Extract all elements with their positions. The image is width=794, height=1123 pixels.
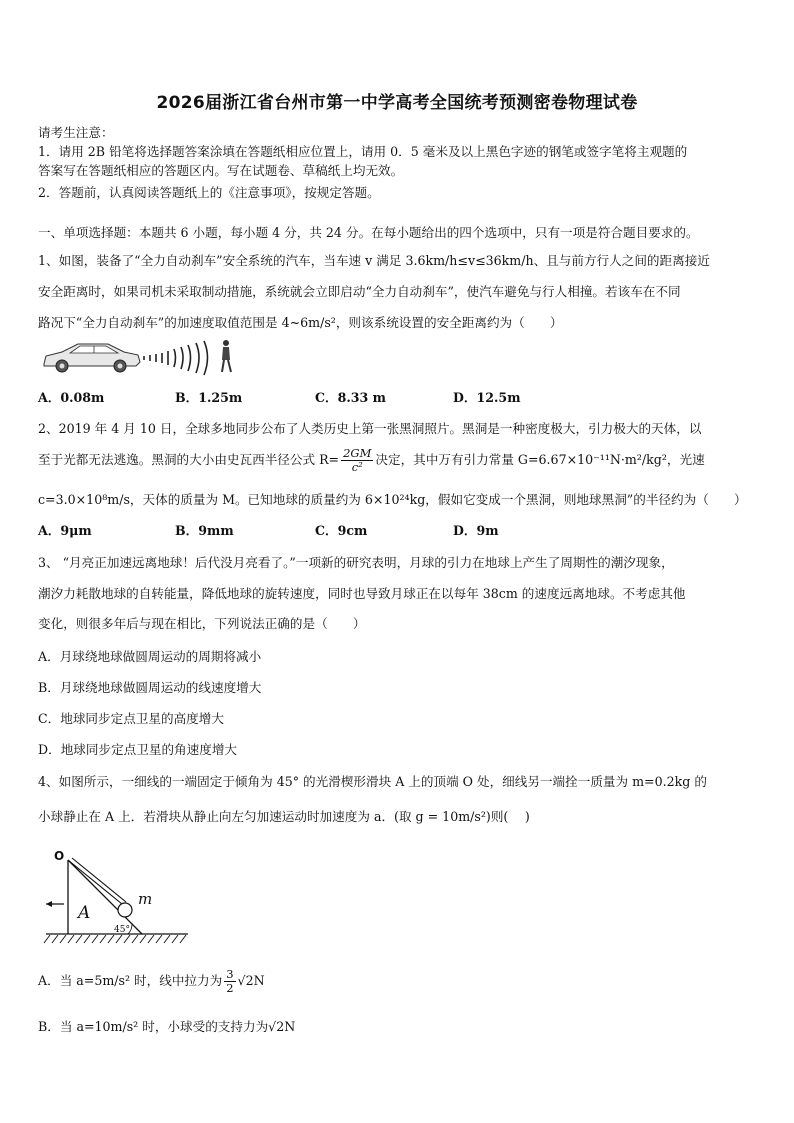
fig-label-o: O [54, 849, 65, 863]
q2-line-2-start: 至于光都无法逃逸。黑洞的大小由史瓦西半径公式 R= [38, 452, 340, 467]
wedge-diagram [42, 846, 192, 950]
fig-label-a: A [78, 903, 91, 923]
q1-options [38, 387, 758, 403]
q4-option-b-text: B．当 a=10m/s² 时，小球受的支持力为 [38, 1019, 269, 1034]
fraction-numerator: 3 [226, 967, 234, 981]
schwarzschild-formula [341, 447, 373, 474]
q1-option-a[interactable]: A．0.08m [38, 390, 105, 405]
page-title: 2026届浙江省台州市第一中学高考全国统考预测密卷物理试卷 [156, 93, 638, 113]
q2-line-2-end: 决定，其中万有引力常量 G=6.67×10⁻¹¹N·m²/kg²，光速 [375, 452, 705, 467]
q1-line-3: 路况下“全力自动刹车”的加速度取值范围是 4~6m/s²，则该系统设置的安全距离约为（ ） [38, 315, 563, 330]
q2-options [38, 520, 758, 536]
q3-option-b[interactable]: B．月球绕地球做圆周运动的线速度增大 [38, 680, 262, 695]
formula-numerator: 2GM [343, 446, 372, 460]
q4-option-a-tail: √2N [237, 973, 265, 988]
q2-option-a[interactable]: A．9μm [38, 523, 92, 538]
q3-line-1: 3、 “月亮正加速远离地球！后代没月亮看了。”一项新的研究表明，月球的引力在地球上产生了周期性的潮汐现象， [38, 555, 674, 570]
q3-option-d[interactable]: D．地球同步定点卫星的角速度增大 [38, 742, 238, 757]
q4-option-a-text: A．当 a=5m/s² 时，线中拉力为 [38, 973, 223, 988]
formula-denominator: c² [351, 460, 363, 474]
fraction-denominator: 2 [226, 981, 234, 995]
q4-line-2: 小球静止在 A 上．若滑块从静止向左匀加速运动时加速度为 a．(取 g = 10m/s²)则( ) [38, 809, 530, 824]
q2-option-d[interactable]: D．9m [453, 523, 499, 538]
q4-option-b[interactable] [38, 1016, 295, 1035]
fig-label-m: m [138, 890, 153, 908]
q4-option-a[interactable] [38, 968, 265, 995]
q3-line-2: 潮汐力耗散地球的自转能量，降低地球的旋转速度，同时也导致月球正在以每年 38cm 的速度远离地球。不考虑其他 [38, 586, 686, 601]
q2-option-b[interactable]: B．9mm [175, 523, 234, 538]
fig-label-angle: 45° [114, 925, 130, 935]
q3-option-c[interactable]: C．地球同步定点卫星的高度增大 [38, 711, 224, 726]
notice-heading: 请考生注意： [38, 125, 114, 140]
q2-option-c[interactable]: C．9cm [315, 523, 368, 538]
q2-line-2 [38, 447, 705, 474]
q1-option-d[interactable]: D．12.5m [453, 390, 521, 405]
q3-option-a[interactable]: A．月球绕地球做圆周运动的周期将减小 [38, 649, 262, 664]
car-pedestrian-figure [40, 336, 240, 376]
q1-line-1: 1、如图，装备了“全力自动刹车”安全系统的汽车，当车速 v 满足 3.6km/h≤v≤36km/h、且与前方行人之间的距离接近 [38, 253, 710, 268]
q1-option-c[interactable]: C．8.33 m [315, 390, 386, 405]
notice-item-1-line-1: 1．请用 2B 铅笔将选择题答案涂填在答题纸相应位置上，请用 0．5 毫米及以上黑色字迹的钢笔或签字笔将主观题的 [38, 144, 688, 159]
section-heading: 一、单项选择题：本题共 6 小题，每小题 4 分，共 24 分。在每小题给出的四个选项中，只有一项是符合题目要求的。 [38, 225, 699, 240]
q2-line-3: c=3.0×10⁸m/s，天体的质量为 M。已知地球的质量约为 6×10²⁴kg，假如它变成一个黑洞，则地球黑洞”的半径约为（ ） [38, 492, 747, 507]
q4-line-1: 4、如图所示，一细线的一端固定于倾角为 45° 的光滑楔形滑块 A 上的顶端 O 处，细线另一端拴一质量为 m=0.2kg 的 [38, 774, 707, 789]
q3-line-3: 变化，则很多年后与现在相比，下列说法正确的是（ ） [38, 616, 366, 631]
notice-item-1-line-2: 答案写在答题纸相应的答题区内。写在试题卷、草稿纸上均无效。 [38, 163, 404, 178]
q1-option-b[interactable]: B．1.25m [175, 390, 243, 405]
q2-line-1: 2、2019 年 4 月 10 日，全球多地同步公布了人类历史上第一张黑洞照片。黑洞是一种密度极大，引力极大的天体，以 [38, 421, 702, 436]
q1-line-2: 安全距离时，如果司机未采取制动措施，系统就会立即启动“全力自动刹车”，使汽车避免与行人相撞。若该车在不同 [38, 284, 681, 299]
q4-option-b-tail: √2N [268, 1019, 296, 1034]
q4-option-a-fraction [224, 968, 235, 995]
notice-item-2: 2．答题前，认真阅读答题纸上的《注意事项》，按规定答题。 [38, 185, 380, 200]
